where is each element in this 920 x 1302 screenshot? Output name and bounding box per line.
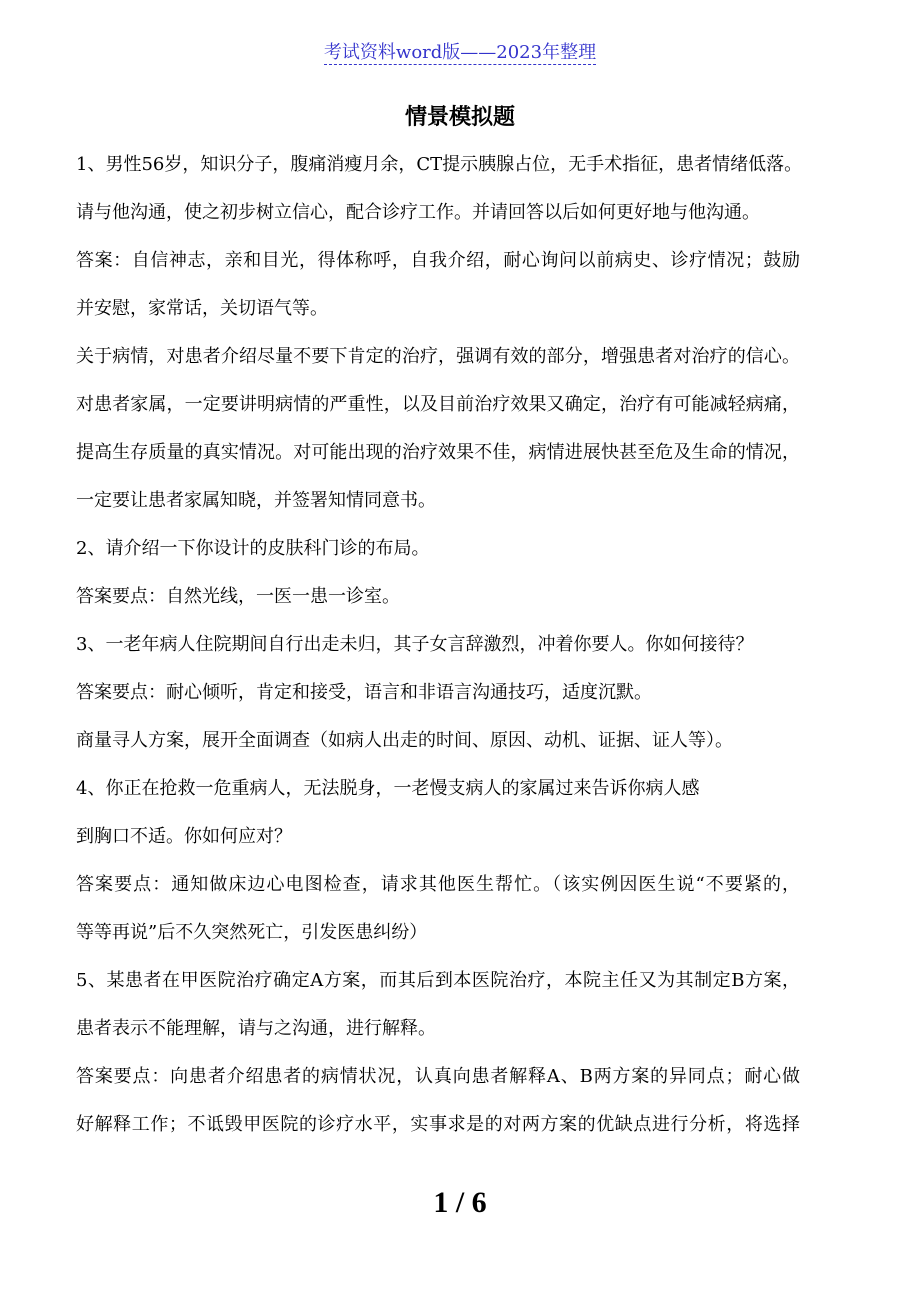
text-line: 对患者家属，一定要讲明病情的严重性，以及目前治疗效果又确定，治疗有可能减轻病痛，	[76, 394, 800, 415]
text-line: 等等再说”后不久突然死亡，引发医患纠纷）	[76, 922, 428, 943]
document-body	[76, 150, 803, 1158]
text-line: 答案要点：耐心倾听，肯定和接受，语言和非语言沟通技巧，适度沉默。	[76, 682, 652, 703]
text-line: 关于病情，对患者介绍尽量不要下肯定的治疗，强调有效的部分，增强患者对治疗的信心。	[76, 346, 800, 367]
text-line: 好解释工作；不诋毁甲医院的诊疗水平，实事求是的对两方案的优缺点进行分析，将选择	[76, 1114, 800, 1135]
page-number: 1 / 6	[433, 1186, 487, 1219]
text-line: 并安慰，家常话，关切语气等。	[76, 298, 328, 319]
text-line: 4、你正在抢救一危重病人，无法脱身，一老慢支病人的家属过来告诉你病人感	[76, 778, 700, 799]
header-link[interactable]: 考试资料word版——2023年整理	[323, 42, 597, 63]
text-line: 答案要点：通知做床边心电图检查，请求其他医生帮忙。（该实例因医生说“不要紧的，	[76, 874, 800, 895]
text-line: 患者表示不能理解，请与之沟通，进行解释。	[76, 1018, 436, 1039]
text-line: 到胸口不适。你如何应对？	[76, 826, 292, 847]
text-line: 请与他沟通，使之初步树立信心，配合诊疗工作。并请回答以后如何更好地与他沟通。	[76, 202, 760, 223]
text-line: 答案要点：自然光线，一医一患一诊室。	[76, 586, 400, 607]
text-line: 提高生存质量的真实情况。对可能出现的治疗效果不佳，病情进展快甚至危及生命的情况，	[76, 442, 800, 463]
page-title: 情景模拟题	[404, 105, 515, 130]
text-line: 答案：自信神志，亲和目光，得体称呼，自我介绍，耐心询问以前病史、诊疗情况；鼓励	[76, 250, 800, 271]
text-line: 商量寻人方案，展开全面调查（如病人出走的时间、原因、动机、证据、证人等）。	[76, 730, 733, 751]
document-header	[0, 38, 920, 64]
text-line: 1、男性56岁，知识分子，腹痛消瘦月余，CT提示胰腺占位，无手术指征，患者情绪低落。	[76, 154, 803, 175]
text-line: 3、一老年病人住院期间自行出走未归，其子女言辞激烈，冲着你要人。你如何接待？	[76, 634, 754, 655]
text-line: 2、请介绍一下你设计的皮肤科门诊的布局。	[76, 538, 430, 559]
text-line: 答案要点：向患者介绍患者的病情状况，认真向患者解释A、B两方案的异同点；耐心做	[76, 1066, 800, 1087]
text-line: 5、某患者在甲医院治疗确定A方案，而其后到本医院治疗，本院主任又为其制定B方案，	[76, 970, 800, 991]
text-line: 一定要让患者家属知晓，并签署知情同意书。	[76, 490, 436, 511]
